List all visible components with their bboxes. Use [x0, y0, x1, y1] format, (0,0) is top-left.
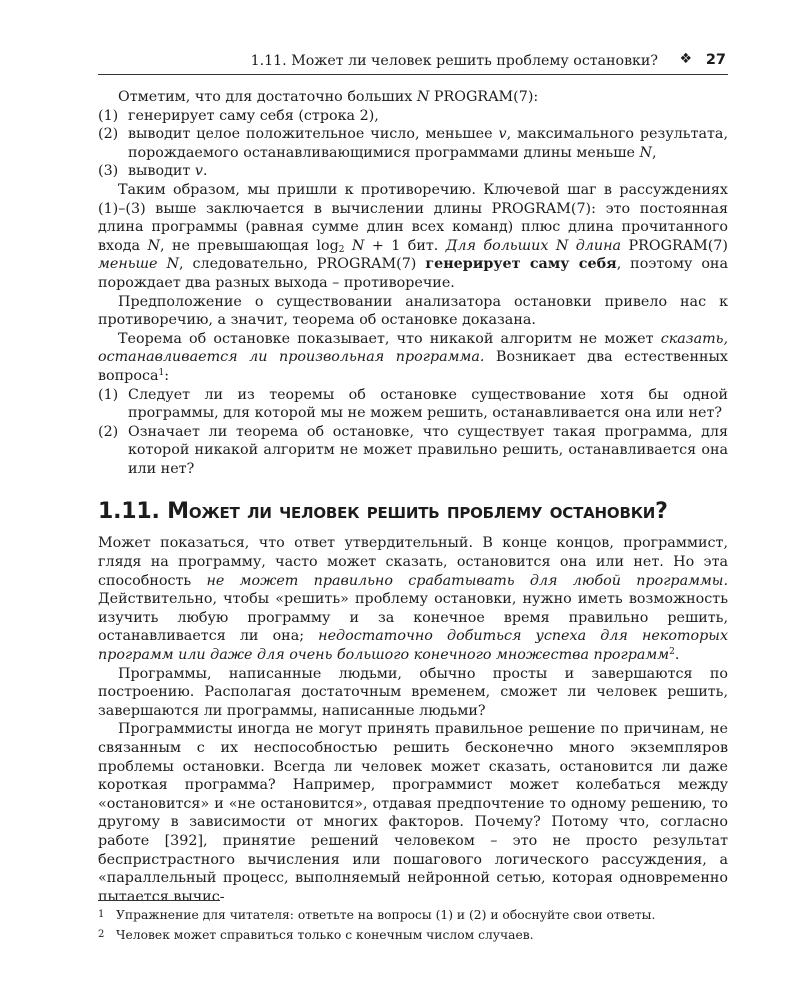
running-header-title: 1.11. Может ли человек решить проблему остановки? [250, 53, 658, 69]
footnotes [98, 900, 728, 947]
section-paragraph-3: Программисты иногда не могут принять правильное решение по причинам, не связанным с их неспособностью решить бесконечно много экземпляров проблемы остановки. Всегда ли человек может сказать, остановится ли даже короткая программа? Например, программист может колебаться между «остановится» и «не остановится», отдавая предпочтение то одному решению, то другому в зависимости от многих факторов. Почему? Потому что, согласно работе [392], принятие решений человеком – это не просто результат беспристрастного вычисления или пошагового логического рассуждения, а «параллельный процесс, выполняемый нейронной сетью, которая одновременно пытается вычис- [98, 721, 728, 905]
list-item: (1) генерирует саму себя (строка 2), [98, 107, 379, 124]
list-item: (2) выводит целое положительное число, меньшее v, максимального результата, порождаемого останавливающимися программами длины меньше N, [98, 126, 729, 161]
intro-paragraph: Отметим, что для достаточно больших N PROGRAM(7): [118, 89, 539, 105]
page-body [98, 88, 728, 906]
properties-list [98, 107, 728, 181]
questions-list [98, 386, 728, 479]
theorem-paragraph: Теорема об остановке показывает, что никакой алгоритм не может сказать, останавливается ли произвольная программа. Возникает два естественных вопроса$^1$: [98, 330, 728, 384]
section-paragraph-2: Программы, написанные людьми, обычно просты и завершаются по построению. Располагая достаточным временем, сможет ли человек решить, завершаются ли программы, написанные людьми? [98, 665, 728, 719]
assumption-paragraph: Предположение о существовании анализатора остановки привело нас к противоречию, а значит, теорема об остановке доказана. [98, 293, 728, 329]
footnote-1: 1 Упражнение для читателя: ответьте на вопросы (1) и (2) и обоснуйте свои ответы. [98, 908, 656, 922]
footnote-divider [98, 900, 220, 901]
footnote-ref: 2 [669, 647, 675, 658]
list-item: (2) Означает ли теорема об остановке, что существует такая программа, для которой никакой алгоритм не может правильно решить, останавливается она или нет? [98, 423, 728, 477]
section-heading: 1.11. Может ли человек решить проблему остановки? [98, 499, 668, 525]
footnote-2: 2 Человек может справиться только с конечным числом случаев. [98, 928, 534, 942]
footnote-ref: 1 [158, 367, 165, 378]
page-number: 27 [705, 52, 726, 68]
list-item: (3) выводит v. [98, 163, 208, 180]
section-paragraph-1: Может показаться, что ответ утвердительный. В конце концов, программист, глядя на программу, часто может сказать, остановится она или нет. Но эта способность не может правильно срабатывать для любой программы. Действительно, чтобы «решить» проблему остановки, нужно иметь возможность изучить любую программу и за конечное время правильно решить, останавливается ли она; недостаточно добиться успеха для некоторых программ или даже для очень большого конечного множества программ$^2$. [98, 535, 729, 664]
list-item: (1) Следует ли из теоремы об остановке существование хотя бы одной программы, для которой мы не можем решить, останавливается она или нет? [98, 386, 728, 422]
ornament-diamond-icon: ❖ [679, 51, 692, 67]
running-header [98, 50, 728, 75]
contradiction-paragraph: Таким образом, мы пришли к противоречию. Ключевой шаг в рассуждениях (1)–(3) выше заключается в вычислении длины PROGRAM(7): это постоянная длина программы (равная сумме длин всех команд) плюс длина прочитанного входа N, не превышающая $\log_2 N + 1$ бит. Для больших N длина PROGRAM(7) меньше N, следовательно, PROGRAM(7) генерирует саму себя, поэтому она порождает два разных выхода – противоречие. [98, 181, 728, 291]
